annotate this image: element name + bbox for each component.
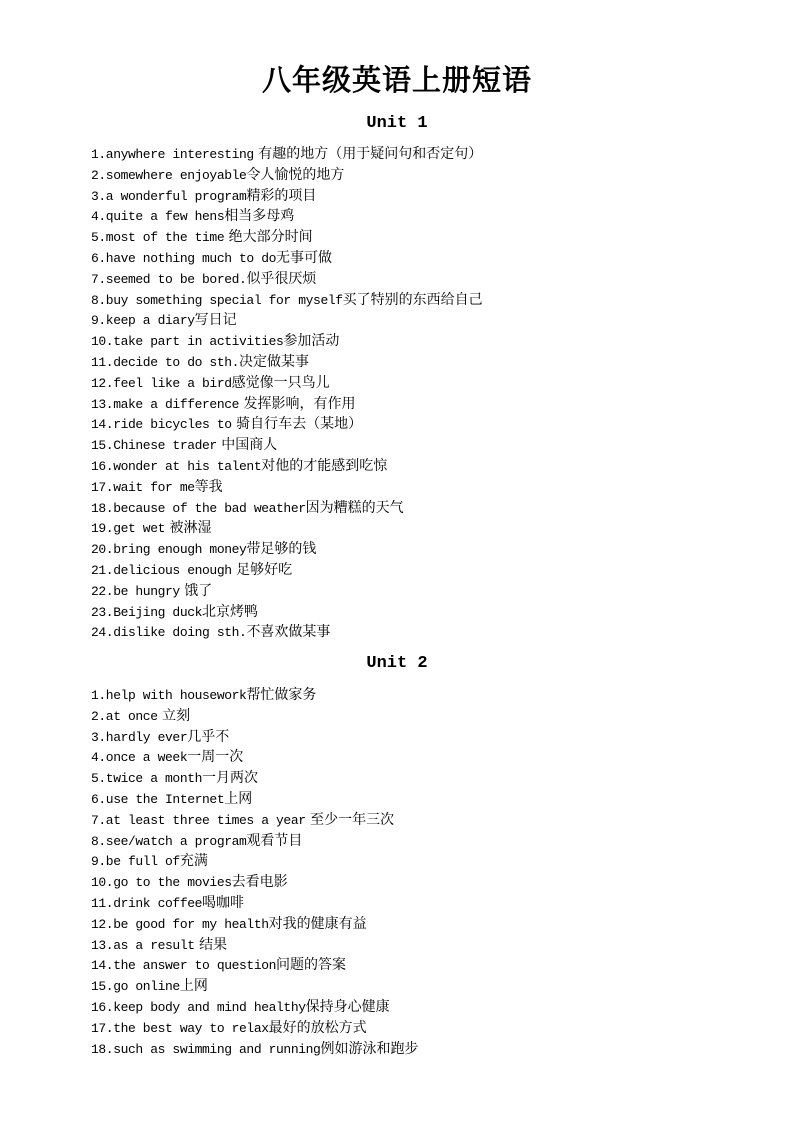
phrase-english: 8.buy something special for myself xyxy=(91,292,343,308)
phrase-item xyxy=(91,165,483,186)
phrase-english: 10.go to the movies xyxy=(91,875,232,891)
phrase-english: 16.keep body and mind healthy xyxy=(91,999,306,1015)
phrase-item xyxy=(91,269,483,290)
phrase-english: 13.as a result xyxy=(91,937,195,953)
phrase-item xyxy=(91,498,483,519)
phrase-item xyxy=(91,622,483,643)
phrase-english: 4.once a week xyxy=(91,750,188,766)
phrase-item xyxy=(91,727,418,748)
phrase-english: 5.most of the time xyxy=(91,230,225,246)
unit-1-phrase-list xyxy=(91,144,483,643)
phrase-item xyxy=(91,810,418,831)
phrase-item xyxy=(91,831,418,852)
phrase-item xyxy=(91,685,418,706)
phrase-item xyxy=(91,935,418,956)
phrase-item xyxy=(91,602,483,623)
phrase-item xyxy=(91,560,483,581)
phrase-english: 13.make a difference xyxy=(91,396,240,412)
phrase-chinese: 被淋湿 xyxy=(165,520,212,537)
phrase-chinese: 帮忙做家务 xyxy=(246,687,317,703)
phrase-chinese: 无事可做 xyxy=(276,249,333,266)
phrase-chinese: 不喜欢做某事 xyxy=(246,624,331,641)
phrase-english: 18.because of the bad weather xyxy=(91,500,306,516)
phrase-english: 22.be hungry xyxy=(91,583,180,599)
phrase-english: 10.take part in activities xyxy=(91,334,284,350)
phrase-chinese: 至少一年三次 xyxy=(305,811,395,828)
phrase-chinese: 带足够的钱 xyxy=(246,541,317,558)
phrase-item xyxy=(91,539,483,560)
phrase-item xyxy=(91,768,418,789)
phrase-english: 2.somewhere enjoyable xyxy=(91,167,247,183)
phrase-item xyxy=(91,914,418,935)
phrase-item xyxy=(91,290,483,311)
phrase-english: 9.be full of xyxy=(91,854,180,870)
phrase-english: 4.quite a few hens xyxy=(91,209,225,225)
document-title: 八年级英语上册短语 xyxy=(261,63,532,97)
phrase-english: 15.Chinese trader xyxy=(91,438,217,454)
phrase-item xyxy=(91,997,418,1018)
unit-2-heading: Unit 2 xyxy=(366,654,428,673)
phrase-item xyxy=(91,352,483,373)
phrase-english: 8.see/watch a program xyxy=(91,833,247,849)
phrase-chinese: 结果 xyxy=(194,936,228,953)
phrase-item xyxy=(91,976,418,997)
phrase-item xyxy=(91,414,483,435)
phrase-english: 3.a wonderful program xyxy=(91,188,247,204)
phrase-chinese: 保持身心健康 xyxy=(305,998,390,1015)
phrase-item xyxy=(91,373,483,394)
phrase-chinese: 一周一次 xyxy=(187,749,244,766)
phrase-english: 17.wait for me xyxy=(91,479,195,495)
phrase-chinese: 上网 xyxy=(179,978,208,995)
phrase-chinese: 因为糟糕的天气 xyxy=(305,499,404,516)
phrase-english: 1.anywhere interesting xyxy=(91,147,254,162)
phrase-english: 11.drink coffee xyxy=(91,895,203,911)
phrase-item xyxy=(91,394,483,415)
phrase-chinese: 充满 xyxy=(179,853,208,870)
phrase-english: 2.at once xyxy=(91,708,158,724)
phrase-english: 12.be good for my health xyxy=(91,916,269,932)
phrase-item xyxy=(91,227,483,248)
phrase-english: 7.seemed to be bored. xyxy=(91,271,247,287)
phrase-chinese: 最好的放松方式 xyxy=(268,1019,367,1036)
phrase-item xyxy=(91,851,418,872)
phrase-item xyxy=(91,518,483,539)
phrase-chinese: 对他的才能感到吃惊 xyxy=(261,457,388,474)
phrase-item xyxy=(91,872,418,893)
phrase-english: 23.Beijing duck xyxy=(91,604,203,620)
phrase-chinese: 几乎不 xyxy=(187,728,230,745)
phrase-chinese: 上网 xyxy=(224,790,253,807)
phrase-english: 7.at least three times a year xyxy=(91,812,306,828)
phrase-chinese: 足够好吃 xyxy=(231,561,293,578)
phrase-item xyxy=(91,456,483,477)
phrase-english: 14.ride bicycles to xyxy=(91,417,232,433)
phrase-english: 5.twice a month xyxy=(91,771,203,787)
phrase-item xyxy=(91,310,483,331)
phrase-item xyxy=(91,144,483,165)
phrase-item xyxy=(91,206,483,227)
phrase-english: 12.feel like a bird xyxy=(91,375,232,391)
phrase-chinese: 问题的答案 xyxy=(276,957,347,974)
phrase-chinese: 一月两次 xyxy=(202,770,259,787)
phrase-item xyxy=(91,955,418,976)
phrase-chinese: 相当多母鸡 xyxy=(224,208,295,225)
phrase-chinese: 立刻 xyxy=(157,707,191,724)
phrase-chinese: 绝大部分时间 xyxy=(224,229,313,246)
phrase-chinese: 决定做某事 xyxy=(239,353,310,370)
phrase-chinese: 喝咖啡 xyxy=(202,894,245,911)
phrase-item xyxy=(91,248,483,269)
phrase-chinese: 似乎很厌烦 xyxy=(246,270,317,287)
phrase-item xyxy=(91,1018,418,1039)
phrase-english: 6.use the Internet xyxy=(91,791,225,807)
phrase-chinese: 中国商人 xyxy=(216,437,278,454)
unit-1-heading: Unit 1 xyxy=(366,114,428,133)
phrase-english: 3.hardly ever xyxy=(91,729,188,745)
phrase-item xyxy=(91,331,483,352)
phrase-item xyxy=(91,706,418,727)
phrase-item xyxy=(91,186,483,207)
phrase-item xyxy=(91,893,418,914)
phrase-chinese: 等我 xyxy=(194,478,223,495)
phrase-english: 18.such as swimming and running xyxy=(91,1041,321,1057)
phrase-english: 17.the best way to relax xyxy=(91,1020,269,1036)
phrase-chinese: 例如游泳和跑步 xyxy=(320,1040,419,1057)
phrase-chinese: 感觉像一只鸟儿 xyxy=(231,374,330,391)
phrase-english: 6.have nothing much to do xyxy=(91,250,277,266)
unit-2-phrase-list xyxy=(91,685,418,1059)
phrase-item xyxy=(91,477,483,498)
phrase-item xyxy=(91,581,483,602)
phrase-english: 14.the answer to question xyxy=(91,958,277,974)
phrase-item xyxy=(91,789,418,810)
phrase-chinese: 对我的健康有益 xyxy=(268,915,367,932)
phrase-chinese: 写日记 xyxy=(194,312,237,329)
phrase-item xyxy=(91,1039,418,1060)
phrase-english: 24.dislike doing sth. xyxy=(91,625,247,641)
phrase-chinese: 有趣的地方（用于疑问句和否定句） xyxy=(253,146,483,162)
phrase-item xyxy=(91,747,418,768)
phrase-chinese: 骑自行车去（某地） xyxy=(231,416,363,433)
phrase-chinese: 令人愉悦的地方 xyxy=(246,166,345,183)
phrase-english: 16.wonder at his talent xyxy=(91,458,262,474)
phrase-english: 20.bring enough money xyxy=(91,542,247,558)
phrase-english: 11.decide to do sth. xyxy=(91,354,240,370)
phrase-english: 9.keep a diary xyxy=(91,313,195,329)
phrase-chinese: 去看电影 xyxy=(231,874,288,891)
phrase-english: 19.get wet xyxy=(91,521,166,537)
phrase-english: 21.delicious enough xyxy=(91,562,232,578)
phrase-chinese: 观看节目 xyxy=(246,832,303,849)
phrase-chinese: 买了特别的东西给自己 xyxy=(342,291,483,308)
phrase-chinese: 北京烤鸭 xyxy=(202,603,259,620)
phrase-chinese: 参加活动 xyxy=(283,333,340,350)
phrase-english: 1.help with housework xyxy=(91,688,247,703)
phrase-english: 15.go online xyxy=(91,979,180,995)
phrase-chinese: 发挥影响，有作用 xyxy=(239,395,356,412)
phrase-item xyxy=(91,435,483,456)
phrase-chinese: 精彩的项目 xyxy=(246,187,317,204)
phrase-chinese: 饿了 xyxy=(179,582,213,599)
